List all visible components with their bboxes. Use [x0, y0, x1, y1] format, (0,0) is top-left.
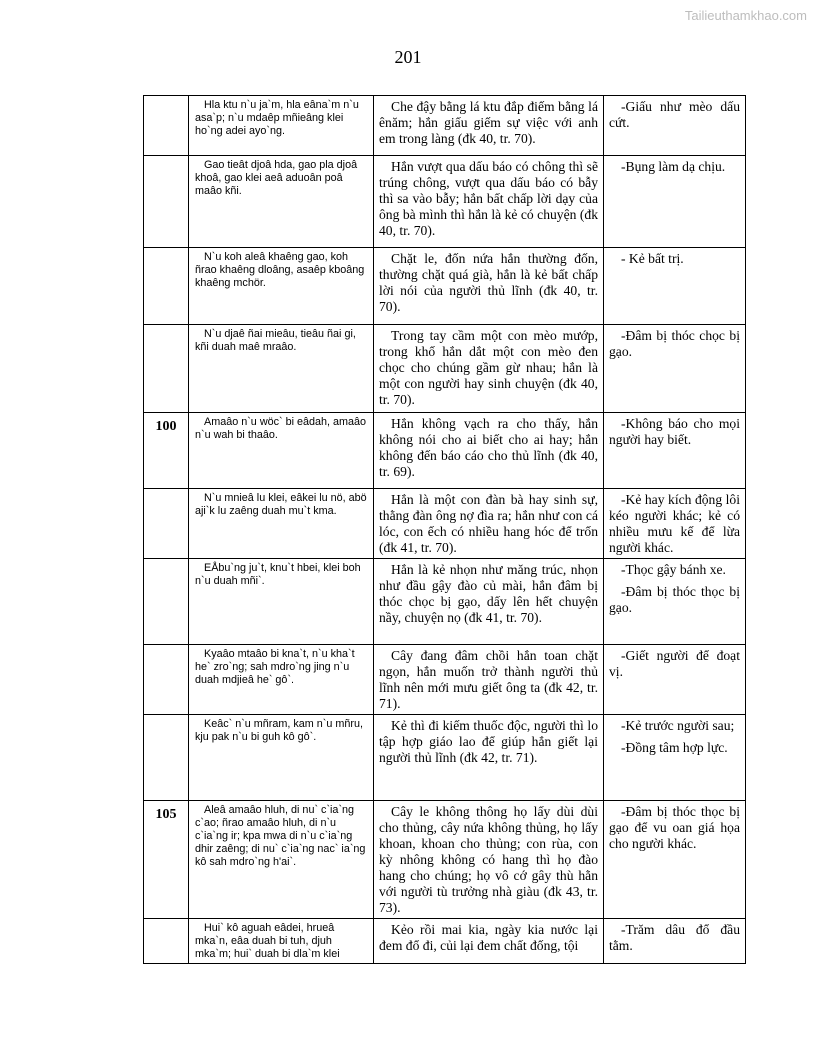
- table-row: [144, 715, 746, 801]
- table-row: [144, 645, 746, 715]
- translation-cell: [374, 413, 604, 489]
- translation-text: Hắn không vạch ra cho thấy, hắn không nói cho ai biết cho ai hay; hắn không đến báo cáo cho thủ lĩnh (đk 40, tr. 69).: [379, 416, 598, 479]
- equivalent-saying: -Giấu như mèo dấu cứt.: [609, 99, 740, 130]
- original-text-cell: [189, 96, 374, 156]
- original-text-cell: [189, 715, 374, 801]
- table-row: [144, 559, 746, 645]
- row-number-cell: [144, 559, 189, 645]
- translation-cell: [374, 559, 604, 645]
- row-number-cell: [144, 248, 189, 325]
- original-text-cell: [189, 801, 374, 919]
- original-text: Gao tieât djoâ hda, gao pla djoâ khoâ, gao klei aeâ aduoân poâ maâo kñi.: [195, 159, 358, 197]
- translation-text: Kẻ thì đi kiếm thuốc độc, người thì lo tập hợp giáo lao để giúp hắn giết lại người thủ lĩnh (đk 42, tr. 71).: [379, 718, 598, 765]
- table-row: [144, 325, 746, 413]
- translation-text: Hắn là kẻ nhọn như măng trúc, nhọn như đầu gậy đào củ mài, hắn đâm bị thóc chọc bị gạo, dấy lên hết chuyện nầy, chuyện nọ (đk 41, tr. 70).: [379, 562, 598, 625]
- equivalent-saying: -Đâm bị thóc thọc bị gạo để vu oan giá họa cho người khác.: [609, 804, 740, 851]
- original-text: N`u djaê ñai mieâu, tieâu ñai gi, kñi duah maê mraâo.: [195, 328, 356, 353]
- equivalent-cell: [604, 156, 746, 248]
- row-number-cell: [144, 489, 189, 559]
- translation-text: Kẻo rồi mai kia, ngày kia nước lại đem đổ đi, củi lại đem chất đống, tội: [379, 922, 598, 953]
- translation-cell: [374, 96, 604, 156]
- original-text: EÅbu`ng ju`t, knu`t hbei, klei boh n`u duah mñi`.: [195, 562, 361, 587]
- proverb-table-body: [144, 96, 746, 964]
- page-number: 201: [394, 47, 422, 67]
- equivalent-saying: -Bụng làm dạ chịu.: [621, 159, 726, 174]
- original-text: Keâc` n`u mñram, kam n`u mñru, kju pak n`u bi guh kô gô`.: [195, 718, 364, 743]
- translation-text: Chặt le, đốn nứa hắn thường đốn, thường chặt quá già, hắn là kẻ bất chấp lời nói của người thủ lĩnh (đk 40, tr. 70).: [379, 251, 598, 314]
- equivalent-saying: -Đâm bị thóc thọc bị gạo.: [609, 584, 740, 615]
- original-text-cell: [189, 645, 374, 715]
- original-text: Hla ktu n`u ja`m, hla eâna`m n`u asa`p; n`u mdaêp mñieâng klei ho`ng adei ayo`ng.: [195, 99, 359, 137]
- table-row: [144, 248, 746, 325]
- equivalent-cell: [604, 248, 746, 325]
- translation-cell: [374, 325, 604, 413]
- equivalent-cell: [604, 919, 746, 964]
- row-number-cell: [144, 919, 189, 964]
- equivalent-cell: [604, 325, 746, 413]
- row-number-cell: [144, 156, 189, 248]
- original-text: Kyaâo mtaâo bi kna`t, n`u kha`t he` zro`ng; sah mdro`ng jing n`u duah mdjieâ he` gô`.: [195, 648, 355, 686]
- row-number-cell: 100: [144, 413, 189, 489]
- equivalent-saying: -Kẻ hay kích động lôi kéo người khác; kẻ có nhiều mưu kế để lừa người khác.: [609, 492, 740, 555]
- equivalent-cell: [604, 801, 746, 919]
- row-number-cell: [144, 645, 189, 715]
- equivalent-saying: -Giết người để đoạt vị.: [609, 648, 740, 679]
- original-text-cell: [189, 248, 374, 325]
- proverb-table: [143, 95, 746, 964]
- equivalent-cell: [604, 645, 746, 715]
- table-row: [144, 919, 746, 964]
- translation-text: Cây le không thông họ lấy dùi dùi cho thủng, cây nứa không thủng, họ lấy khoan, khoan cho thủng; con rùa, con kỳ nhông không có hang thì họ đào hang cho chúng; họ vô cớ gây thù hằn với người tù trưởng nhà giàu (đk 43, tr. 73).: [379, 804, 598, 915]
- original-text: N`u koh aleâ khaêng gao, koh ñrao khaêng dloâng, asaêp kboâng khaêng mchör.: [195, 251, 365, 289]
- row-number-cell: [144, 715, 189, 801]
- translation-text: Hắn vượt qua dấu báo có chông thì sẽ trúng chông, vượt qua dấu báo có bẫy thì sa vào bẫy; hắn bất chấp lời dạy của ông bà mình thì hắn là kẻ có chuyện (đk 40, tr. 70).: [379, 159, 598, 238]
- equivalent-saying: -Đồng tâm hợp lực.: [621, 740, 728, 755]
- original-text: Hui` kô aguah eâdei, hrueâ mka`n, eâa duah bi tuh, djuh mka`m; hui` duah bi dla`m klei: [195, 922, 340, 960]
- translation-cell: [374, 801, 604, 919]
- original-text-cell: [189, 325, 374, 413]
- translation-text: Che đậy bằng lá ktu đắp điếm bằng lá ênăm; hắn giấu giếm sự việc với anh em trong làng (đk 40, tr. 70).: [379, 99, 598, 146]
- equivalent-saying: -Kẻ trước người sau;: [621, 718, 735, 733]
- original-text-cell: [189, 156, 374, 248]
- row-number-cell: [144, 96, 189, 156]
- translation-cell: [374, 715, 604, 801]
- original-text: N`u mnieâ lu klei, eâkei lu nö, abö aji`k lu zaêng duah mu`t kma.: [195, 492, 367, 517]
- translation-cell: [374, 919, 604, 964]
- original-text: Aleâ amaâo hluh, di nu` c`ia`ng c`ao; ñrao amaâo hluh, di n`u c`ia`ng ir; kpa mwa di n`u c`ia`ng dhir zaêng; di nu` c`ia`ng nac` ia`ng kô sah mdro`ng h'ai`.: [195, 804, 366, 868]
- table-row: [144, 801, 746, 919]
- table-row: [144, 413, 746, 489]
- equivalent-cell: [604, 413, 746, 489]
- original-text-cell: [189, 559, 374, 645]
- translation-cell: [374, 248, 604, 325]
- translation-cell: [374, 489, 604, 559]
- original-text-cell: [189, 413, 374, 489]
- original-text: Amaâo n`u wöc` bi eâdah, amaâo n`u wah bi thaâo.: [195, 416, 367, 441]
- translation-cell: [374, 645, 604, 715]
- equivalent-cell: [604, 96, 746, 156]
- translation-text: Trong tay cầm một con mèo mướp, trong khố hắn dắt một con mèo đen chọc cho chúng gầm gừ nhau; hắn là một con người hay sinh chuyện (đk 40, tr. 70).: [379, 328, 598, 407]
- equivalent-cell: [604, 559, 746, 645]
- table-row: [144, 96, 746, 156]
- equivalent-saying: -Không báo cho mọi người hay biết.: [609, 416, 740, 447]
- translation-text: Cây đang đâm chồi hắn toan chặt ngọn, hắn muốn trở thành người thủ lĩnh nên mới mưu giết ông ta (đk 42, tr. 71).: [379, 648, 598, 711]
- equivalent-cell: [604, 489, 746, 559]
- table-row: [144, 489, 746, 559]
- row-number-cell: [144, 325, 189, 413]
- translation-text: Hắn là một con đàn bà hay sinh sự, thằng đàn ông nợ đìa ra; hắn như con cá lóc, con ếch có nhiều hang hóc để trốn (đk 41, tr. 70).: [379, 492, 598, 555]
- table-row: [144, 156, 746, 248]
- equivalent-cell: [604, 715, 746, 801]
- equivalent-saying: -Thọc gậy bánh xe.: [621, 562, 726, 577]
- equivalent-saying: - Kẻ bất trị.: [621, 251, 684, 266]
- original-text-cell: [189, 919, 374, 964]
- translation-cell: [374, 156, 604, 248]
- original-text-cell: [189, 489, 374, 559]
- equivalent-saying: -Trăm dâu đổ đầu tằm.: [609, 922, 740, 953]
- watermark: Tailieuthamkhao.com: [684, 8, 807, 23]
- row-number-cell: 105: [144, 801, 189, 919]
- equivalent-saying: -Đâm bị thóc chọc bị gạo.: [609, 328, 740, 359]
